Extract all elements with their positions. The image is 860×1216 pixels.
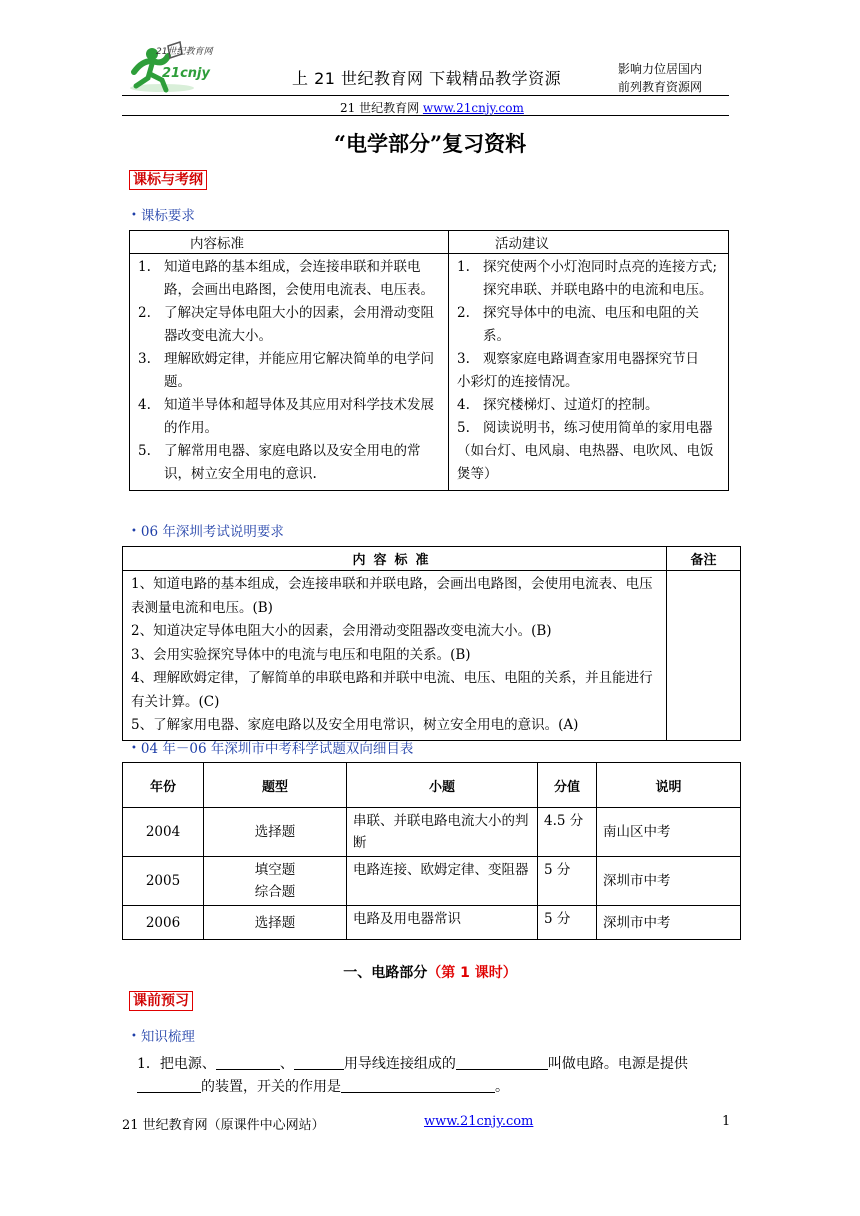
- col-question: 小题: [347, 763, 538, 808]
- col-activity-suggestion: 活动建议: [449, 231, 729, 254]
- item-text: 了解决定导体电阻大小的因素，会用滑动变阻器改变电流大小。: [164, 305, 434, 344]
- item-number: 4.: [138, 397, 151, 413]
- col-content-standard: 内容标准: [123, 547, 667, 571]
- section-tag-standards: 课标与考纲: [129, 170, 207, 190]
- item-number: 1.: [457, 259, 470, 275]
- exam-breakdown-table: [122, 762, 741, 940]
- item-text: 理解欧姆定律，并能应用它解决简单的电学问题。: [164, 351, 434, 390]
- requirement-line: 4、理解欧姆定律，了解简单的串联电路和并联中电流、电压、电阻的关系，并且能进行有关计算。(C): [131, 670, 653, 710]
- list-item: [138, 256, 442, 302]
- type-line: 综合题: [254, 884, 296, 900]
- question-text: 的装置，开关的作用是: [201, 1079, 341, 1095]
- list-item: [457, 394, 722, 417]
- slogan-line-1: 影响力位居国内: [618, 62, 703, 76]
- item-number: 5.: [457, 420, 470, 436]
- cell-question: 电路连接、欧姆定律、变阻器: [347, 857, 538, 906]
- cell-note: 深圳市中考: [597, 857, 741, 906]
- header-title: 上 21 世纪教育网 下载精品教学资源: [292, 69, 562, 88]
- list-item-continuation: 小彩灯的连接情况。: [457, 374, 579, 390]
- col-score: 分值: [538, 763, 597, 808]
- bullet-icon: •: [131, 743, 137, 754]
- cell-score: 5 分: [538, 906, 597, 940]
- section-title: 一、电路部分: [343, 965, 428, 981]
- list-item: [457, 348, 722, 371]
- item-number: 3.: [457, 351, 470, 367]
- document-title: “电学部分”复习资料: [333, 131, 527, 156]
- footer-site-name: 21 世纪教育网（原课件中心网站）: [122, 1118, 325, 1133]
- activity-suggestion-cell: [449, 254, 729, 491]
- section-heading: [0, 962, 860, 982]
- bullet-icon: •: [131, 210, 137, 221]
- subheading-text: 课标要求: [140, 208, 195, 224]
- subheading-curriculum: [131, 204, 195, 224]
- cell-type: [204, 906, 347, 940]
- item-text: 观察家庭电路调查家用电器探究节日: [483, 351, 699, 367]
- item-number: 5.: [138, 443, 151, 459]
- list-item: [138, 348, 442, 394]
- question-text: 、: [279, 1056, 294, 1072]
- col-content-standard: 内容标准: [130, 231, 449, 254]
- cell-type: [204, 808, 347, 857]
- subheading-text: 06 年深圳考试说明要求: [140, 524, 284, 540]
- answer-blank[interactable]: [137, 1076, 201, 1093]
- answer-blank[interactable]: [456, 1053, 548, 1070]
- list-item: [457, 417, 722, 440]
- answer-blank[interactable]: [216, 1053, 280, 1070]
- question-1: [137, 1053, 737, 1099]
- bullet-icon: •: [131, 1031, 137, 1042]
- item-number: 3.: [138, 351, 151, 367]
- subheading-knowledge: [131, 1025, 195, 1045]
- item-text: 探究使两个小灯泡同时点亮的连接方式;探究串联、并联电路中的电流和电压。: [483, 259, 718, 298]
- section-lesson: （第 1 课时）: [427, 965, 517, 981]
- type-line: 选择题: [254, 824, 296, 840]
- item-text: 探究导体中的电流、电压和电阻的关系。: [483, 305, 699, 344]
- header-site-link[interactable]: www.21cnjy.com: [422, 101, 524, 115]
- answer-blank[interactable]: [341, 1076, 495, 1093]
- list-item: [138, 440, 442, 486]
- item-number: 4.: [457, 397, 470, 413]
- subheading-shenzhen-requirements: [131, 520, 284, 540]
- header-subline: [340, 99, 524, 116]
- table-row: [123, 808, 741, 857]
- col-note: 说明: [597, 763, 741, 808]
- footer-site-link[interactable]: www.21cnjy.com: [424, 1114, 534, 1129]
- answer-blank[interactable]: [294, 1053, 344, 1070]
- cell-note: 深圳市中考: [597, 906, 741, 940]
- subheading-text: 04 年－06 年深圳市中考科学试题双向细目表: [140, 741, 414, 757]
- header-divider-2: [122, 115, 729, 116]
- site-logo: [122, 38, 232, 96]
- type-line: 选择题: [254, 914, 296, 931]
- requirement-line: 1、知道电路的基本组成，会连接串联和并联电路，会画出电路图，会使用电流表、电压表测量电流和电压。(B): [131, 576, 653, 616]
- table-row: [123, 857, 741, 906]
- curriculum-table: [129, 230, 729, 491]
- question-text: 。: [495, 1079, 509, 1095]
- list-item: [138, 394, 442, 440]
- remarks-cell: [667, 571, 741, 741]
- subheading-text: 知识梳理: [140, 1029, 195, 1045]
- item-text: 探究楼梯灯、过道灯的控制。: [483, 397, 659, 413]
- subheading-exam-breakdown: [131, 737, 413, 757]
- col-remarks: 备注: [667, 547, 741, 571]
- section-tag-preview: 课前预习: [129, 991, 193, 1011]
- question-text: 1．把电源、: [137, 1056, 216, 1072]
- col-year: 年份: [123, 763, 204, 808]
- cell-question: 串联、并联电路电流大小的判断: [347, 808, 538, 857]
- cell-note: 南山区中考: [597, 808, 741, 857]
- cell-year: 2006: [123, 906, 204, 940]
- exam-requirements-table: [122, 546, 741, 741]
- cell-type: [204, 857, 347, 906]
- requirement-line: 3、会用实验探究导体中的电流与电压和电阻的关系。(B): [131, 646, 471, 663]
- page-number: 1: [722, 1114, 731, 1129]
- content-standard-cell: [130, 254, 449, 491]
- item-number: 1.: [138, 259, 151, 275]
- cell-question: 电路及用电器常识: [347, 906, 538, 940]
- header-sub-prefix: 21 世纪教育网: [340, 101, 423, 115]
- list-item-continuation: （如台灯、电风扇、电热器、电吹风、电饭煲等）: [457, 443, 714, 482]
- logo-text-top: 21世纪教育网: [156, 47, 213, 57]
- cell-score: 4.5 分: [538, 808, 597, 857]
- item-text: 知道半导体和超导体及其应用对科学技术发展的作用。: [164, 397, 434, 436]
- item-number: 2.: [457, 305, 470, 321]
- logo-text-bottom: 21cnjy: [162, 66, 210, 81]
- requirement-line: 2、知道决定导体电阻大小的因素，会用滑动变阻器改变电流大小。(B): [131, 623, 552, 639]
- requirement-line: 5、了解家用电器、家庭电路以及安全用电常识，树立安全用电的意识。(A): [131, 717, 579, 733]
- question-text: 叫做电路。电源是提供: [547, 1056, 688, 1072]
- type-line: 填空题: [254, 862, 296, 878]
- question-text: 用导线连接组成的: [343, 1056, 456, 1072]
- cell-year: 2005: [123, 857, 204, 906]
- header-slogan: [618, 60, 728, 96]
- table-row: [123, 906, 741, 940]
- item-number: 2.: [138, 305, 151, 321]
- item-text: 阅读说明书，练习使用简单的家用电器: [483, 420, 713, 436]
- requirements-cell: [123, 571, 667, 741]
- cell-score: 5 分: [538, 857, 597, 906]
- item-text: 知道电路的基本组成，会连接串联和并联电路，会画出电路图，会使用电流表、电压表。: [164, 259, 434, 298]
- col-question-type: 题型: [204, 763, 347, 808]
- header-divider: [122, 95, 729, 96]
- item-text: 了解常用电器、家庭电路以及安全用电的常识，树立安全用电的意识.: [164, 443, 421, 482]
- list-item: [457, 302, 722, 348]
- bullet-icon: •: [131, 526, 137, 537]
- list-item: [457, 256, 722, 302]
- cell-year: 2004: [123, 808, 204, 857]
- slogan-line-2: 前列教育资源网: [618, 80, 703, 94]
- list-item: [138, 302, 442, 348]
